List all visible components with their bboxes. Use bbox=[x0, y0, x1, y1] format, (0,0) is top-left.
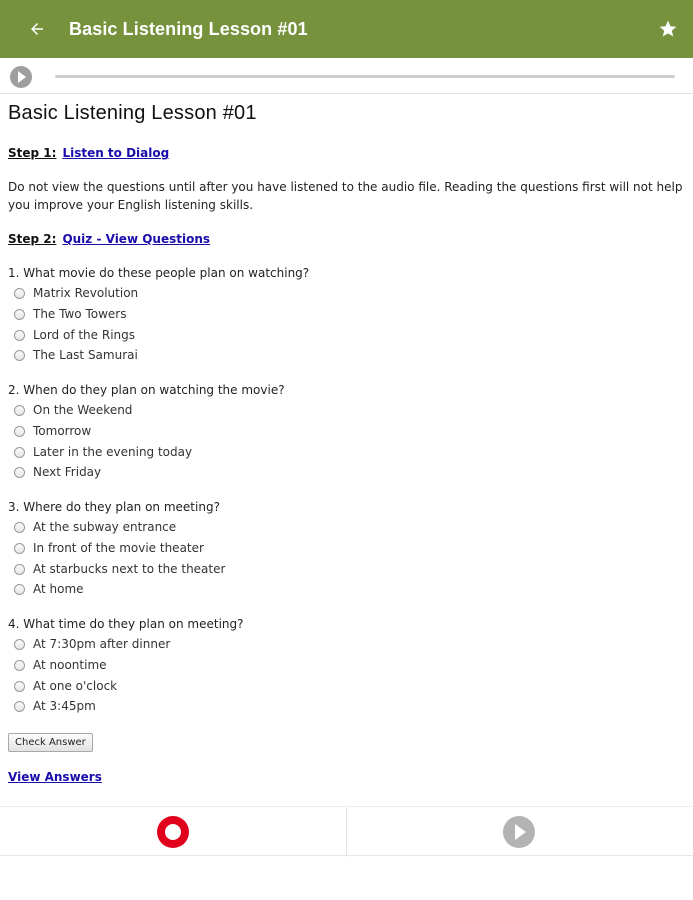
radio-button[interactable] bbox=[14, 405, 25, 416]
option-label: At starbucks next to the theater bbox=[33, 562, 226, 576]
option-label: Matrix Revolution bbox=[33, 286, 139, 300]
app-bar-title: Basic Listening Lesson #01 bbox=[69, 18, 308, 39]
star-icon bbox=[658, 19, 678, 39]
option-label: At 7:30pm after dinner bbox=[33, 637, 171, 651]
question-3: 3. Where do they plan on meeting? bbox=[8, 500, 220, 514]
step-2 bbox=[8, 232, 210, 246]
option-label: The Two Towers bbox=[33, 307, 127, 321]
listen-to-dialog-link[interactable]: Listen to Dialog bbox=[62, 146, 170, 160]
question-2: 2. When do they plan on watching the movie? bbox=[8, 383, 285, 397]
radio-button[interactable] bbox=[14, 426, 25, 437]
question-2-option-4[interactable] bbox=[14, 463, 101, 481]
question-3-option-3[interactable] bbox=[14, 560, 225, 578]
question-1-option-4[interactable] bbox=[14, 346, 138, 364]
view-questions-link[interactable]: Quiz - View Questions bbox=[62, 232, 211, 246]
audio-seek-bar[interactable] bbox=[55, 75, 675, 78]
option-label: Tomorrow bbox=[33, 424, 92, 438]
play-icon[interactable] bbox=[10, 66, 32, 88]
radio-button[interactable] bbox=[14, 467, 25, 478]
view-answers-link[interactable]: View Answers bbox=[8, 770, 102, 784]
bottom-recorder-bar bbox=[0, 806, 693, 856]
question-2-option-1[interactable] bbox=[14, 401, 132, 419]
radio-button[interactable] bbox=[14, 330, 25, 341]
question-4: 4. What time do they plan on meeting? bbox=[8, 617, 244, 631]
option-label: Lord of the Rings bbox=[33, 328, 136, 342]
radio-button[interactable] bbox=[14, 701, 25, 712]
record-icon[interactable] bbox=[157, 816, 189, 848]
radio-button[interactable] bbox=[14, 543, 25, 554]
option-label: At 3:45pm bbox=[33, 699, 96, 713]
page-title: Basic Listening Lesson #01 bbox=[8, 102, 257, 124]
radio-button[interactable] bbox=[14, 288, 25, 299]
option-label: The Last Samurai bbox=[33, 348, 138, 362]
question-2-option-2[interactable] bbox=[14, 422, 91, 440]
question-1-option-2[interactable] bbox=[14, 305, 126, 323]
intro-text: Do not view the questions until after you have listened to the audio file. Reading the questions first will not help you improve your English listening skills. bbox=[8, 180, 683, 212]
question-4-option-1[interactable] bbox=[14, 635, 170, 653]
option-label: On the Weekend bbox=[33, 403, 133, 417]
question-3-option-4[interactable] bbox=[14, 580, 84, 598]
question-2-option-3[interactable] bbox=[14, 443, 192, 461]
check-answer-button[interactable]: Check Answer bbox=[8, 733, 93, 752]
radio-button[interactable] bbox=[14, 447, 25, 458]
step-2-label: Step 2: bbox=[8, 232, 57, 246]
radio-button[interactable] bbox=[14, 584, 25, 595]
radio-button[interactable] bbox=[14, 660, 25, 671]
question-4-option-3[interactable] bbox=[14, 677, 117, 695]
option-label: Later in the evening today bbox=[33, 445, 193, 459]
option-label: Next Friday bbox=[33, 465, 102, 479]
question-1-option-1[interactable] bbox=[14, 284, 138, 302]
play-circle-icon[interactable] bbox=[503, 816, 535, 848]
step-1-label: Step 1: bbox=[8, 146, 57, 160]
arrow-back-icon bbox=[28, 20, 46, 38]
question-4-option-4[interactable] bbox=[14, 697, 96, 715]
question-3-option-1[interactable] bbox=[14, 518, 176, 536]
app-bar bbox=[0, 0, 693, 58]
option-label: At noontime bbox=[33, 658, 107, 672]
step-1 bbox=[8, 146, 169, 160]
question-1-option-3[interactable] bbox=[14, 326, 135, 344]
question-3-option-2[interactable] bbox=[14, 539, 204, 557]
option-label: At home bbox=[33, 582, 84, 596]
question-4-option-2[interactable] bbox=[14, 656, 107, 674]
audio-player bbox=[0, 58, 693, 94]
radio-button[interactable] bbox=[14, 681, 25, 692]
question-1: 1. What movie do these people plan on watching? bbox=[8, 266, 310, 280]
radio-button[interactable] bbox=[14, 350, 25, 361]
option-label: In front of the movie theater bbox=[33, 541, 204, 555]
radio-button[interactable] bbox=[14, 309, 25, 320]
radio-button[interactable] bbox=[14, 639, 25, 650]
divider bbox=[346, 807, 347, 857]
option-label: At the subway entrance bbox=[33, 520, 177, 534]
favorite-button[interactable] bbox=[653, 14, 683, 44]
radio-button[interactable] bbox=[14, 564, 25, 575]
back-button[interactable] bbox=[17, 9, 57, 49]
option-label: At one o'clock bbox=[33, 679, 118, 693]
radio-button[interactable] bbox=[14, 522, 25, 533]
